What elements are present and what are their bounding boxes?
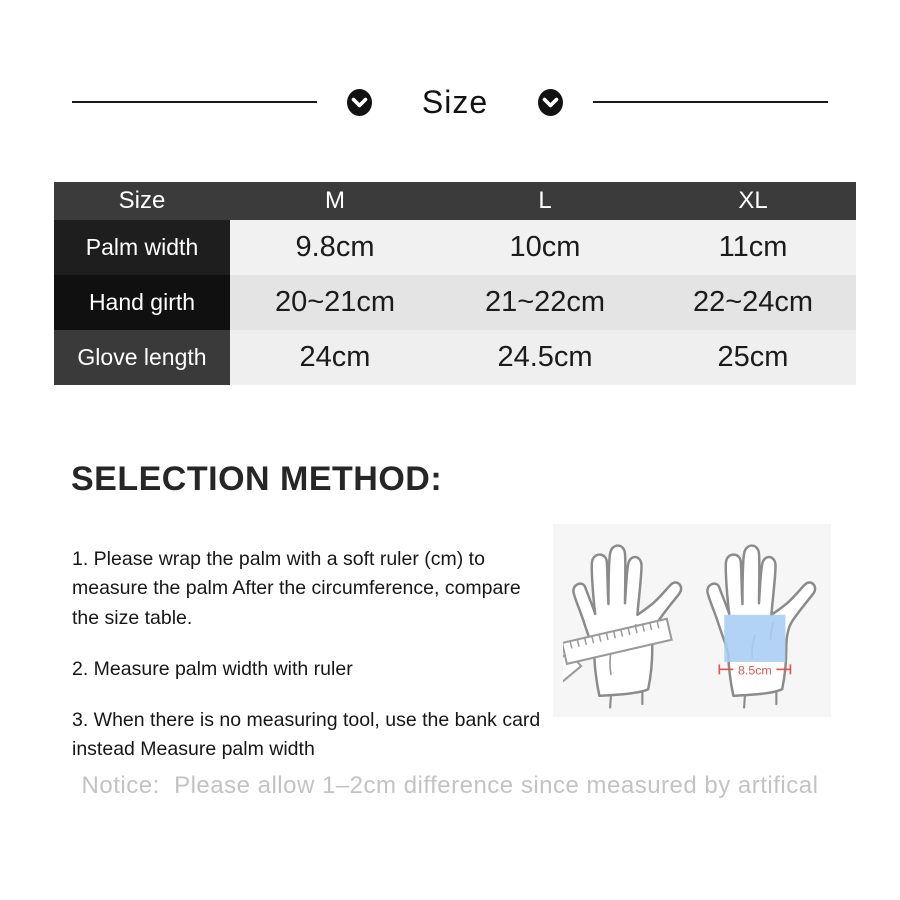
table-header-m: M <box>230 182 440 220</box>
measurement-illustrations <box>553 524 831 717</box>
row-label-palm-width: Palm width <box>54 220 230 275</box>
row-label-hand-girth: Hand girth <box>54 275 230 330</box>
table-header-l: L <box>440 182 650 220</box>
hand-card-illustration <box>697 532 821 710</box>
cell-palm-width-xl: 11cm <box>650 220 856 275</box>
chevron-down-icon <box>347 89 372 116</box>
card-width-label: 8.5cm <box>737 662 772 677</box>
title-divider-right <box>593 101 828 103</box>
table-header-size: Size <box>54 182 230 220</box>
selection-method-heading: SELECTION METHOD: <box>71 460 443 498</box>
chevron-down-icon <box>538 89 563 116</box>
size-table <box>54 182 856 385</box>
step-2: 2. Measure palm width with ruler <box>72 657 353 680</box>
row-label-glove-length: Glove length <box>54 330 230 385</box>
step-3: 3. When there is no measuring tool, use the bank card instead Measure palm width <box>72 709 541 761</box>
cell-glove-length-l: 24.5cm <box>440 330 650 385</box>
cell-palm-width-l: 10cm <box>440 220 650 275</box>
cell-hand-girth-m: 20~21cm <box>230 275 440 330</box>
cell-glove-length-xl: 25cm <box>650 330 856 385</box>
cell-palm-width-m: 9.8cm <box>230 220 440 275</box>
page-title: Size <box>421 84 489 120</box>
title-row <box>0 84 900 120</box>
cell-hand-girth-l: 21~22cm <box>440 275 650 330</box>
selection-method-steps <box>72 545 542 787</box>
title-divider-left <box>72 101 317 103</box>
table-header-xl: XL <box>650 182 856 220</box>
hand-ruler-illustration <box>563 532 687 710</box>
step-1: 1. Please wrap the palm with a soft ruler (cm) to measure the palm After the circumference, compare the size table. <box>72 548 521 629</box>
cell-hand-girth-xl: 22~24cm <box>650 275 856 330</box>
cell-glove-length-m: 24cm <box>230 330 440 385</box>
notice-text: Notice: Please allow 1–2cm difference since measured by artifical <box>81 772 819 799</box>
